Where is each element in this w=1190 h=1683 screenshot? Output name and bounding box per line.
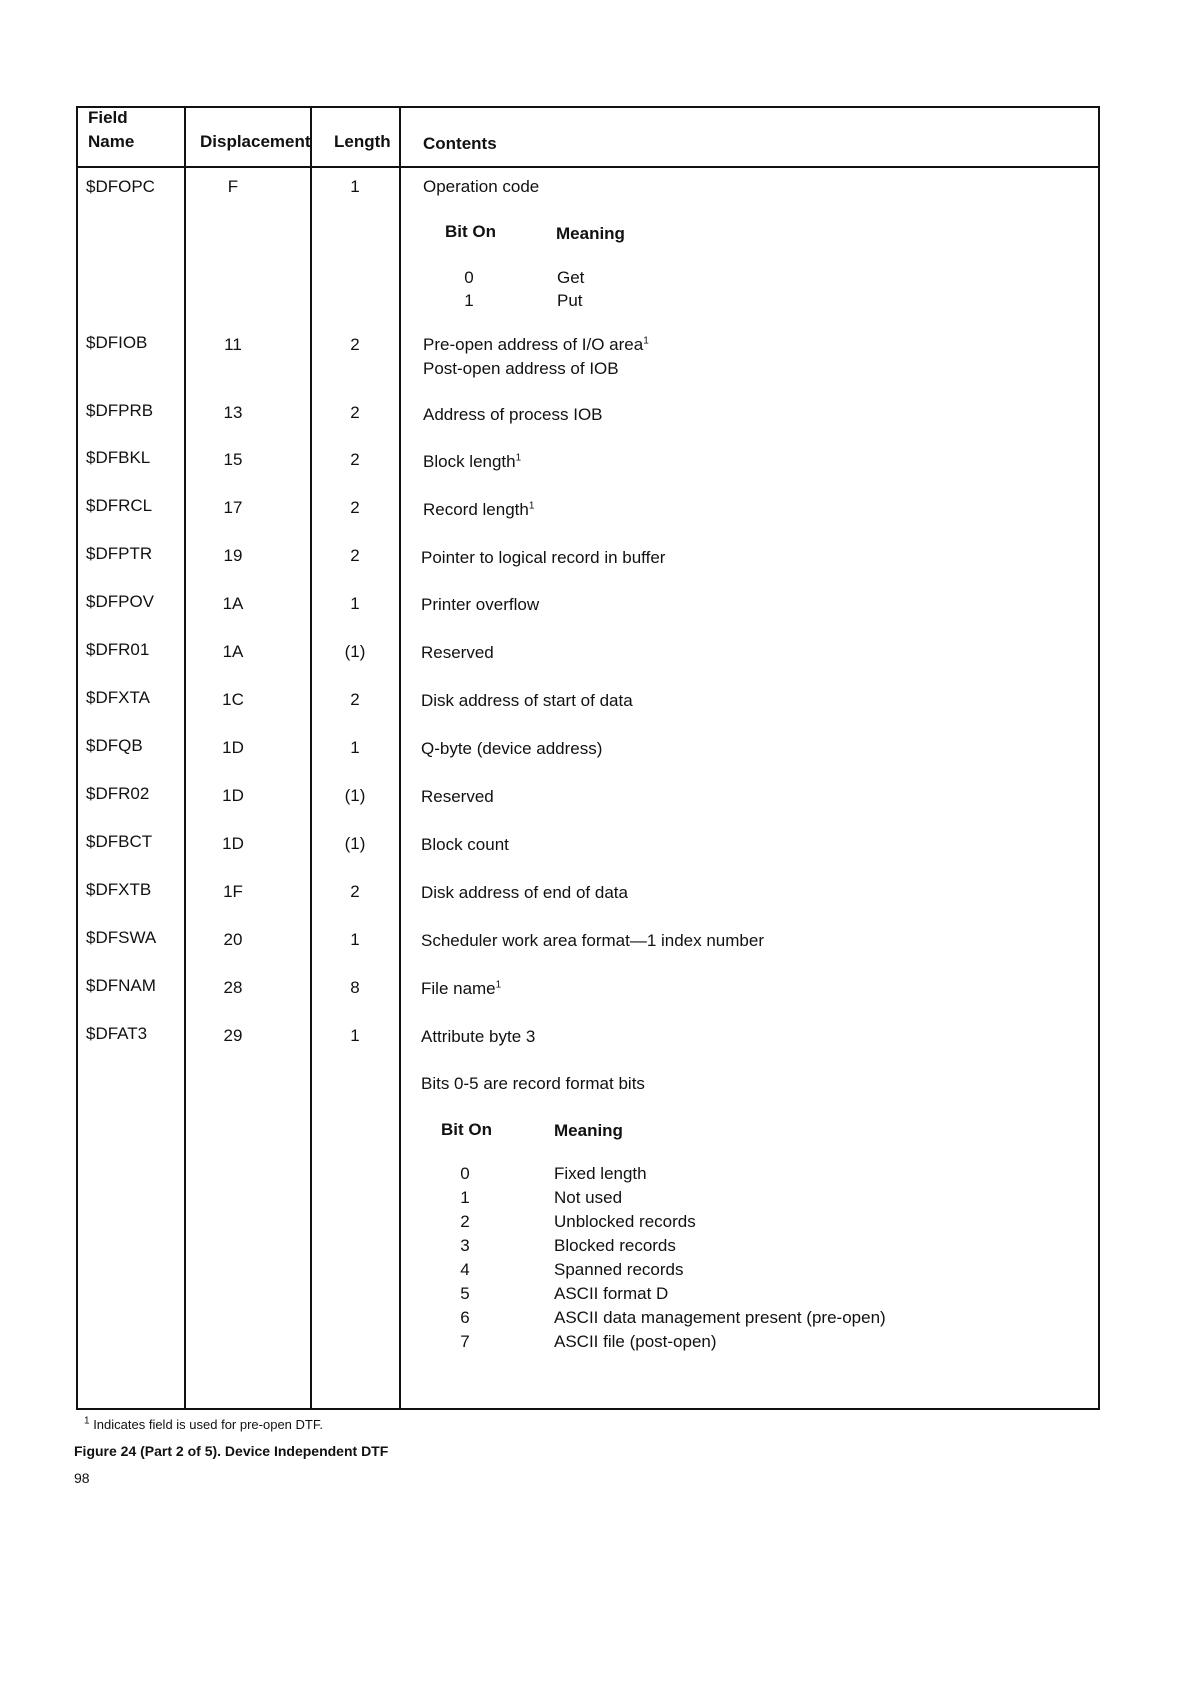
displacement-value: 11 <box>224 335 242 354</box>
bit-meaning: Not used <box>554 1188 623 1207</box>
displacement-value: 1D <box>222 738 244 757</box>
field-name: $DFR01 <box>86 640 150 659</box>
bit-row <box>455 1258 1015 1282</box>
length-value: (1) <box>344 786 366 805</box>
bit-number: 1 <box>464 291 474 310</box>
field-name: $DFXTB <box>86 880 152 899</box>
bit-meaning: ASCII file (post-open) <box>554 1332 717 1351</box>
displacement-value: 13 <box>223 403 243 422</box>
table-row <box>78 493 1098 519</box>
bit-number: 2 <box>460 1212 470 1231</box>
contents-text-2: Post-open address of IOB <box>423 359 619 378</box>
bit-row <box>455 1186 1015 1210</box>
bit-number: 0 <box>464 268 474 287</box>
table-row <box>78 733 1098 759</box>
contents-main: File name <box>421 979 496 998</box>
bit-row <box>455 1282 1015 1306</box>
page-number: 98 <box>74 1470 90 1486</box>
bit-on-header: Bit On <box>441 1120 492 1139</box>
meaning-header: Meaning <box>556 224 625 243</box>
contents-text: Disk address of end of data <box>421 883 628 902</box>
displacement-value: 15 <box>223 450 243 469</box>
length-value: 1 <box>350 738 360 757</box>
bit-row <box>455 1162 1015 1186</box>
displacement-value: 1A <box>222 642 244 661</box>
length-value: 8 <box>350 978 360 997</box>
displacement-value: 28 <box>223 978 243 997</box>
footnote-marker: 1 <box>84 1415 90 1427</box>
contents-text: Attribute byte 3 <box>421 1027 536 1046</box>
length-value: 1 <box>350 177 360 196</box>
bit-row <box>455 1306 1015 1330</box>
length-value: 1 <box>350 594 360 613</box>
contents-main: Record length <box>423 500 529 519</box>
table-row <box>78 174 1098 200</box>
table-row <box>78 637 1098 663</box>
length-value: 2 <box>350 546 360 565</box>
bit-meaning: Get <box>557 268 585 287</box>
contents-text: Address of process IOB <box>423 405 603 424</box>
at3-intro: Bits 0-5 are record format bits <box>421 1074 645 1093</box>
contents-text: Disk address of start of data <box>421 691 633 710</box>
length-value: 2 <box>350 450 360 469</box>
footnote <box>84 1417 323 1432</box>
contents-text <box>423 449 521 475</box>
bit-meaning: ASCII data management present (pre-open) <box>554 1308 886 1327</box>
displacement-value: 1D <box>222 834 244 853</box>
bit-row <box>459 289 959 313</box>
length-value: 2 <box>350 882 360 901</box>
table-row <box>78 829 1098 855</box>
bit-row <box>459 266 959 290</box>
bit-number: 5 <box>460 1284 470 1303</box>
contents-text: Pointer to logical record in buffer <box>421 548 666 567</box>
bit-number: 4 <box>460 1260 470 1279</box>
field-table <box>76 106 1100 1410</box>
table-row <box>78 877 1098 903</box>
bit-meaning: Blocked records <box>554 1236 676 1255</box>
field-name: $DFBKL <box>86 448 151 467</box>
footnote-marker: 1 <box>528 500 535 512</box>
length-value: 2 <box>350 690 360 709</box>
bit-row <box>455 1210 1015 1234</box>
length-value: 1 <box>350 1026 360 1045</box>
field-name: $DFQB <box>86 736 143 755</box>
contents-text: Operation code <box>423 177 540 196</box>
table-row <box>78 589 1098 615</box>
length-value: 2 <box>350 403 360 422</box>
bit-on-header: Bit On <box>445 222 496 241</box>
footnote-text: Indicates field is used for pre-open DTF. <box>93 1417 323 1432</box>
header-field-label: Field <box>88 108 128 127</box>
table-row <box>78 445 1098 471</box>
contents-text: Reserved <box>421 643 494 662</box>
field-name: $DFSWA <box>86 928 157 947</box>
footnote-marker: 1 <box>515 452 522 464</box>
bit-meaning: Fixed length <box>554 1164 647 1183</box>
table-row <box>78 781 1098 807</box>
field-name: $DFPTR <box>86 544 153 563</box>
field-name: $DFAT3 <box>86 1024 148 1043</box>
bit-row <box>455 1234 1015 1258</box>
header-length: Length <box>334 132 391 151</box>
table-row <box>78 1021 1098 1047</box>
header-name-label: Name <box>88 132 135 151</box>
table-row <box>78 330 1098 382</box>
bit-number: 0 <box>460 1164 470 1183</box>
length-value: 2 <box>350 335 360 354</box>
bit-meaning: ASCII format D <box>554 1284 669 1303</box>
table-row <box>78 398 1098 424</box>
header-divider <box>78 166 1098 168</box>
field-name: $DFBCT <box>86 832 153 851</box>
displacement-value: F <box>227 177 239 196</box>
field-name: $DFOPC <box>86 177 155 196</box>
field-name: $DFNAM <box>86 976 156 995</box>
figure-caption: Figure 24 (Part 2 of 5). Device Independent DTF <box>74 1443 389 1459</box>
contents-text: Scheduler work area format—1 index number <box>421 931 764 950</box>
meaning-header: Meaning <box>554 1121 623 1140</box>
table-row <box>78 541 1098 567</box>
displacement-value: 20 <box>223 930 243 949</box>
bit-meaning: Put <box>557 291 583 310</box>
length-value: 2 <box>350 498 360 517</box>
contents-main: Pre-open address of I/O area <box>423 335 644 354</box>
bit-meaning: Spanned records <box>554 1260 684 1279</box>
field-name: $DFR02 <box>86 784 150 803</box>
displacement-value: 1C <box>222 690 244 709</box>
contents-main: Block length <box>423 452 516 471</box>
table-row <box>78 925 1098 951</box>
footnote-marker: 1 <box>643 335 649 347</box>
contents-text <box>423 497 534 523</box>
header-contents: Contents <box>423 134 497 153</box>
contents-text: Printer overflow <box>421 595 540 614</box>
contents-text: Block count <box>421 835 509 854</box>
contents-text <box>421 976 501 1002</box>
length-value: 1 <box>350 930 360 949</box>
displacement-value: 29 <box>223 1026 243 1045</box>
contents-text: Reserved <box>421 787 494 806</box>
length-value: (1) <box>344 642 366 661</box>
table-row <box>78 685 1098 711</box>
displacement-value: 19 <box>223 546 243 565</box>
bit-number: 1 <box>460 1188 470 1207</box>
field-name: $DFPOV <box>86 592 155 611</box>
header-field-name <box>88 106 134 154</box>
table-row <box>78 973 1098 999</box>
length-value: (1) <box>344 834 366 853</box>
field-name: $DFXTA <box>86 688 150 707</box>
footnote-marker: 1 <box>495 979 502 991</box>
bit-number: 3 <box>460 1236 470 1255</box>
displacement-value: 17 <box>223 498 243 517</box>
displacement-value: 1D <box>222 786 244 805</box>
contents-text: Q-byte (device address) <box>421 739 603 758</box>
field-name: $DFRCL <box>86 496 153 515</box>
bit-number: 6 <box>460 1308 470 1327</box>
displacement-value: 1A <box>222 594 244 613</box>
field-name: $DFIOB <box>86 333 148 352</box>
bit-meaning: Unblocked records <box>554 1212 696 1231</box>
contents-text <box>423 332 649 358</box>
field-name: $DFPRB <box>86 401 154 420</box>
header-displacement: Displacement <box>200 132 311 151</box>
bit-row <box>455 1330 1015 1354</box>
displacement-value: 1F <box>223 882 243 901</box>
bit-number: 7 <box>460 1332 470 1351</box>
